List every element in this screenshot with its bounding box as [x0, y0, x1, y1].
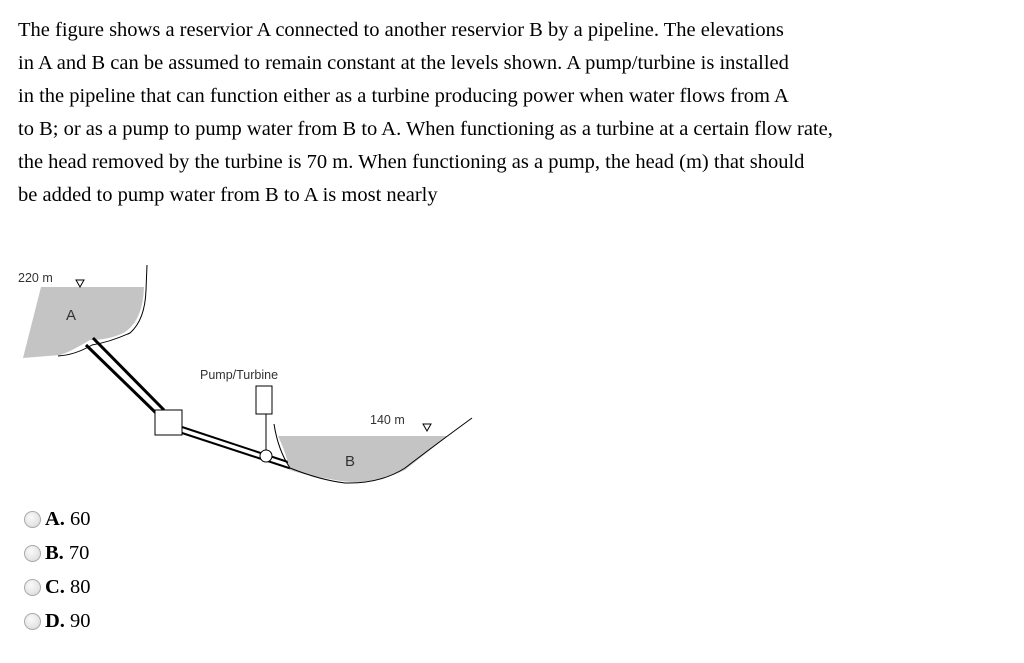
- option-d[interactable]: [24, 610, 90, 633]
- option-a[interactable]: [24, 508, 90, 531]
- question-line: The figure shows a reservior A connected to another reservior B by a pipeline. The elevations: [18, 19, 784, 41]
- elevation-a-label: 220 m: [18, 271, 53, 285]
- option-letter: D.: [45, 610, 65, 632]
- radio-option-b[interactable]: [24, 545, 41, 562]
- reservoir-b-label: B: [345, 453, 356, 470]
- pump-turbine-label: Pump/Turbine: [200, 368, 279, 382]
- pipe-upper: [86, 338, 164, 414]
- option-value: 90: [69, 610, 91, 632]
- option-letter: A.: [45, 508, 65, 530]
- option-value: 70: [68, 542, 90, 564]
- question-line: the head removed by the turbine is 70 m. When functioning as a pump, the head (m) that should: [18, 151, 805, 173]
- pump-turbine-unit: [256, 386, 272, 414]
- radio-option-a[interactable]: [24, 511, 41, 528]
- pump-icon: [260, 450, 272, 462]
- option-value: 80: [69, 576, 91, 598]
- option-c[interactable]: [24, 576, 90, 599]
- radio-option-c[interactable]: [24, 579, 41, 596]
- question-line: to B; or as a pump to pump water from B to A. When functioning as a turbine at a certain flow rate,: [18, 118, 833, 140]
- radio-option-d[interactable]: [24, 613, 41, 630]
- option-letter: C.: [45, 576, 65, 598]
- reservoir-b-water: [278, 436, 448, 482]
- question-line: be added to pump water from B to A is most nearly: [18, 184, 438, 206]
- water-level-a-icon: [76, 280, 84, 287]
- question-line: in the pipeline that can function either as a turbine producing power when water flows from A: [18, 85, 789, 107]
- reservoir-a-label: A: [66, 307, 77, 324]
- elevation-b-label: 140 m: [370, 413, 405, 427]
- junction-box: [155, 410, 182, 435]
- option-letter: B.: [45, 542, 64, 564]
- question-line: in A and B can be assumed to remain constant at the levels shown. A pump/turbine is installed: [18, 52, 789, 74]
- reservoir-a-water: [23, 287, 144, 358]
- option-b[interactable]: [24, 542, 89, 565]
- water-level-b-icon: [423, 424, 431, 431]
- option-value: 60: [69, 508, 91, 530]
